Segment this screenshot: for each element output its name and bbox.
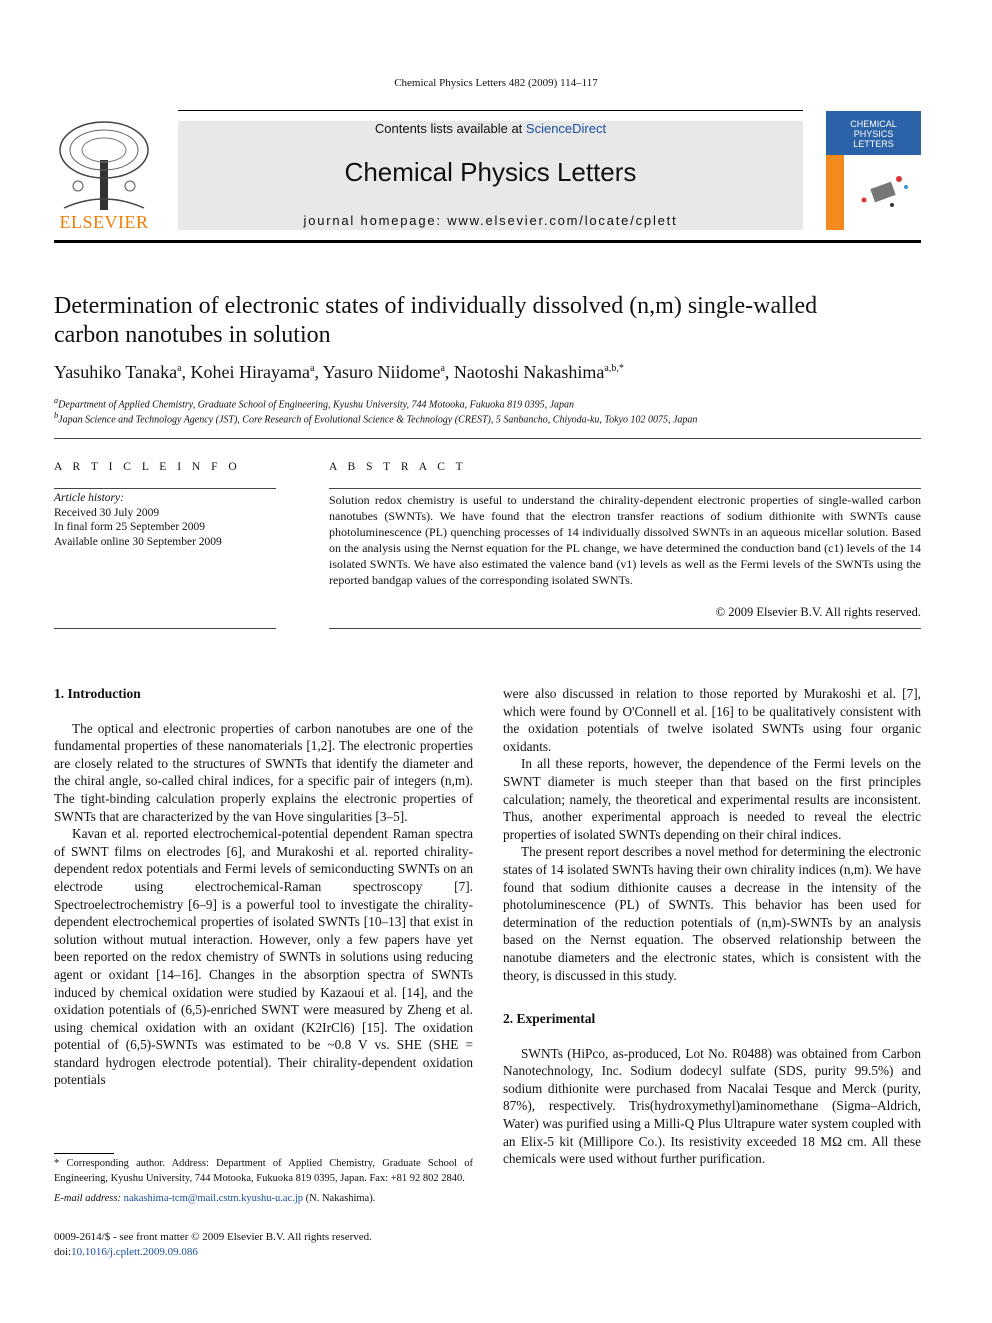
section-heading-introduction: 1. Introduction — [54, 686, 141, 701]
history-label: Article history: — [54, 492, 124, 504]
abstract-text: Solution redox chemistry is useful to understand the chirality-dependent electronic properties of single-walled carbon nanotubes (SWNTs). We have found that the electron transfer reactions of sodium dithionite with SWNTs cause photoluminescence (PL) quenching processes of 14 individually dissolved SWNTs in an aqueous micellar solution. Based on the analysis using the Nernst equation for the PL change, we have determined the conduction band (c1) levels of the 14 isolated SWNTs. We have also estimated the valence band (v1) levels as well as the Fermi levels of the SWNTs using the reported bandgap values of the corresponding isolated SWNTs. — [329, 493, 921, 587]
author-name: Kohei Hirayama — [190, 362, 310, 382]
affiliation-text: Japan Science and Technology Agency (JST), Core Research of Evolutional Science & Technology (CREST), 5 Sanbancho, Chiyoda-ku, Tokyo 102 0075, Japan — [58, 414, 698, 426]
journal-reference: Chemical Physics Letters 482 (2009) 114–117 — [394, 77, 598, 89]
footnote-rule — [54, 1153, 114, 1154]
journal-cover-image — [826, 111, 921, 230]
title-line-1: Determination of electronic states of individually dissolved (n,m) single-walled — [54, 293, 818, 319]
front-matter — [54, 1230, 554, 1259]
contents-line — [178, 121, 803, 136]
cover-orange-band — [826, 155, 844, 230]
intro-paragraph-1: The optical and electronic properties of carbon nanotubes are one of the fundamental properties of these nanomaterials [1,2]. The electronic properties are closely related to the structures of SWNTs that identify the diameter and the chiral angle, so-called chiral indices, for a specific pair of integers (n,m). The tight-binding calculation properly explains the electronic properties of SWNTs that are characterized by the van Hove singularities [3–5]. — [54, 720, 473, 824]
author-affil-sup: a — [177, 363, 182, 374]
affiliation-text: Department of Applied Chemistry, Graduate School of Engineering, Kyushu University, 744 Motooka, Fukuoka 819 0395, Japan — [58, 399, 575, 411]
author-name: Naotoshi Nakashima — [453, 362, 605, 382]
intro-paragraph-2: Kavan et al. reported electrochemical-potential dependent Raman spectra of SWNT films on electrodes [6], and Murakoshi et al. reported chirality-dependent redox potentials and Fermi levels of semiconducting SWNTs on an electrode using electrochemical-Raman spectroscopy [7]. Spectroelectrochemistry [6–9] is a powerful tool to investigate the chirality-dependent electrochemical properties of isolated SWNTs [10–13] that exist in solution without mutual interaction. However, only a few papers have yet been reported on the redox chemistry of SWNTs in solutions using reducing agent or oxidant [14–16]. Changes in the absorption spectra of SWNTs induced by chemical oxidation were studied by Kazaoui et al. [14], and the oxidation potentials of (6,5)-enriched SWNT were measured by Zheng et al. using chemical oxidation with an oxidant (K2IrCl6) [15]. The oxidation potential of (6,5)-SWNTs was estimated to be ~0.8 V vs. SHE (SHE = standard hydrogen electrode potential). Their chirality-dependent oxidation potentials — [54, 826, 473, 1088]
article-info-heading: A R T I C L E I N F O — [54, 461, 241, 473]
author-affil-sup[interactable]: a,b,* — [604, 363, 624, 374]
article-history — [54, 491, 276, 549]
affiliation-sup: b — [54, 411, 59, 420]
email-label: E-mail address: — [54, 1193, 124, 1204]
article-title — [54, 292, 921, 350]
intro-paragraph-3: were also discussed in relation to those reported by Murakoshi et al. [7], which were found by O'Connell et al. [16] to be qualitatively consistent with the oxidation potentials of twelve isolated SWNTs using four organic oxidants. — [503, 686, 921, 754]
affiliation-rule — [54, 438, 921, 439]
left-column — [54, 685, 473, 1089]
author-name: Yasuhiko Tanaka — [54, 362, 178, 382]
header-bottom-rule — [54, 240, 921, 243]
issn-line: 0009-2614/$ - see front matter © 2009 Elsevier B.V. All rights reserved. — [54, 1231, 372, 1243]
journal-title: Chemical Physics Letters — [344, 157, 637, 187]
abstract-rule — [329, 488, 921, 489]
title-line-2: carbon nanotubes in solution — [54, 322, 331, 348]
abstract-heading: A B S T R A C T — [329, 461, 467, 473]
affiliation-b — [54, 411, 921, 425]
author-affil-sup: a — [309, 363, 315, 374]
intro-paragraph-4: In all these reports, however, the dependence of the Fermi levels on the SWNT diameter is much steeper than that based on the first principles calculation; namely, the theoretical and experimental results are inconsistent. Thus, another experimental approach is needed to reveal the electric properties of isolated SWNTs depending on their chiral indices. — [503, 756, 921, 842]
affiliation-a — [54, 396, 921, 410]
abstract-bottom-rule — [329, 628, 921, 629]
history-final-form: In final form 25 September 2009 — [54, 521, 206, 533]
doi-prefix: doi: — [54, 1245, 72, 1258]
section-heading-experimental: 2. Experimental — [503, 1011, 596, 1027]
email-suffix: (N. Nakashima). — [303, 1193, 376, 1204]
history-online: Available online 30 September 2009 — [54, 535, 222, 548]
cover-figure-area — [844, 155, 921, 230]
journal-homepage[interactable]: journal homepage: www.elsevier.com/locate/cplett — [303, 213, 678, 228]
article-info-bottom-rule — [54, 628, 276, 629]
experimental-paragraph-1: SWNTs (HiPco, as-produced, Lot No. R0488) was obtained from Carbon Nanotechnology, Inc. Sodium dodecyl sulfate (SDS, purity 99.5%) and sodium dithionite were purchased from Nacalai Tesque and Merck (purity, 87%), respectively. Tris(hydroxymethyl)aminomethane (Sigma–Aldrich, Water) was purified using a Milli-Q Plus Ultrapure water system coupled with an Elix-5 kit (Millipore Co.). Its resistivity exceeded 18 MΩ cm. All these chemicals were used without further purification. — [503, 1045, 921, 1167]
corresponding-author-note: * Corresponding author. Address: Department of Applied Chemistry, Graduate School of Engineering, Kyushu University, 744 Motooka, Fukuoka 819 0395, Japan. Fax: +81 92 802 2840. — [54, 1158, 473, 1184]
author-list: Yasuhiko Tanaka$^a$, Kohei Hirayama$^a$, Yasuro Niidome$^a$, Naotoshi Nakashima$^{a,b,*}$ — [54, 362, 624, 382]
affiliation-sup: a — [54, 396, 59, 405]
email-link[interactable]: nakashima-tcm@mail.cstm.kyushu-u.ac.jp — [123, 1193, 303, 1204]
header-top-rule — [178, 110, 803, 111]
doi-link[interactable]: 10.1016/j.cplett.2009.09.086 — [71, 1245, 198, 1258]
article-info-rule — [54, 488, 276, 489]
contents-prefix: Contents lists available at — [374, 121, 526, 136]
sciencedirect-link[interactable]: ScienceDirect — [525, 121, 607, 136]
author-affil-sup: a — [440, 363, 445, 374]
email-line — [54, 1192, 473, 1207]
footnote — [54, 1157, 473, 1207]
intro-paragraph-5: The present report describes a novel method for determining the electronic states of 14 isolated SWNTs having their own chirality indices (n,m). We have found that sodium dithionite causes a decrease in the intensity of the photoluminescence (PL) of SWNTs. This behavior has been used for determination of the reduction potentials of (n,m)-SWNTs by an analysis based on the Nernst equation. The observed relationship between the nanotube diameters and the electronic states, which is consistent with the theory, is discussed in this study. — [503, 844, 921, 983]
history-received: Received 30 July 2009 — [54, 506, 160, 519]
author-name: Yasuro Niidome — [322, 362, 441, 382]
cover-title: CHEMICAL PHYSICS LETTERS — [850, 119, 897, 149]
abstract-copyright: © 2009 Elsevier B.V. All rights reserved. — [715, 605, 921, 619]
publisher-name: ELSEVIER — [59, 212, 149, 232]
doi-line — [54, 1245, 554, 1260]
right-column — [503, 685, 921, 1168]
